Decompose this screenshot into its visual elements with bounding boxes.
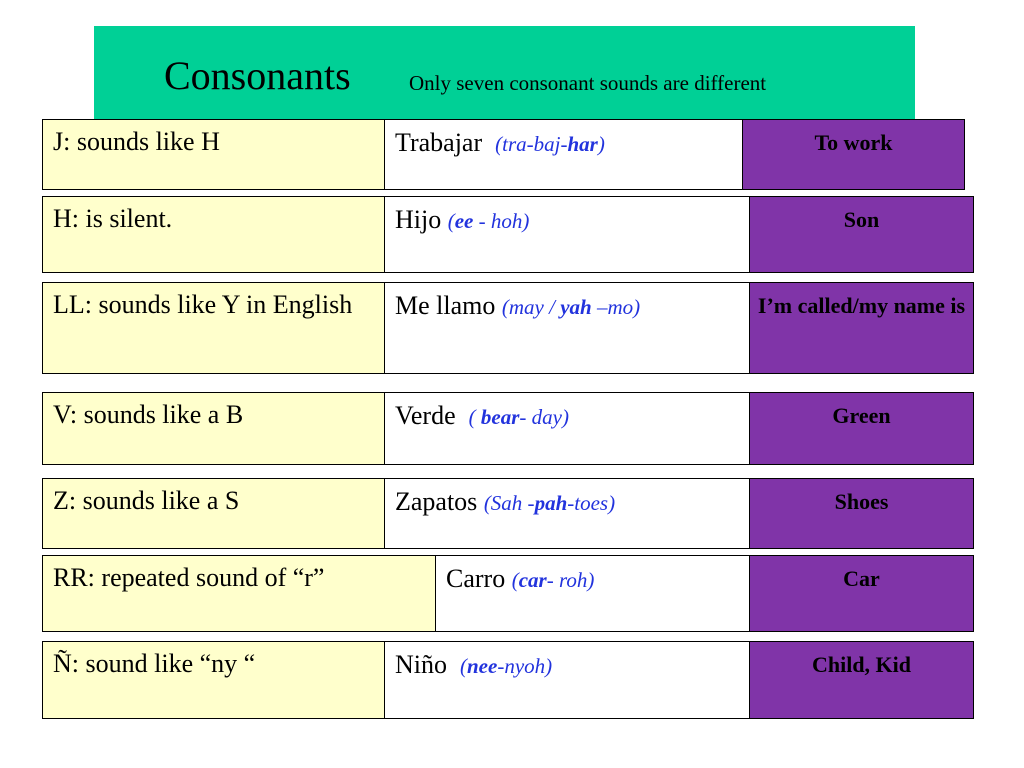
example-cell xyxy=(384,641,750,719)
pron-end: - hoh) xyxy=(473,209,530,233)
pron-start: ( xyxy=(460,654,467,678)
pron-stress: har xyxy=(567,132,598,156)
rule-cell xyxy=(42,282,385,374)
pronunciation xyxy=(495,132,605,156)
example-word: Trabajar xyxy=(395,128,483,157)
rule-text: V: sounds like a B xyxy=(53,400,244,429)
meaning-cell xyxy=(749,196,974,273)
meaning-cell xyxy=(742,119,965,190)
pronunciation xyxy=(469,405,569,429)
pron-end: ) xyxy=(597,132,605,156)
meaning-text: Car xyxy=(843,566,880,591)
rule-text: LL: sounds like Y in English xyxy=(53,290,353,319)
pron-end: -nyoh) xyxy=(497,654,553,678)
pronunciation xyxy=(502,295,640,319)
rule-text: Ñ: sound like “ny “ xyxy=(53,649,256,678)
rule-cell xyxy=(42,392,385,465)
pronunciation xyxy=(448,209,530,233)
pron-stress: pah xyxy=(534,491,568,515)
example-word: Hijo xyxy=(395,205,442,234)
rule-text: H: is silent. xyxy=(53,204,173,233)
example-word: Niño xyxy=(395,650,447,679)
example-cell xyxy=(384,478,750,549)
rule-cell xyxy=(42,641,385,719)
slide-title: Consonants xyxy=(164,53,351,98)
meaning-text: Shoes xyxy=(834,489,889,514)
rule-cell xyxy=(42,555,436,632)
pronunciation xyxy=(484,491,615,515)
pronunciation xyxy=(460,654,552,678)
meaning-text: To work xyxy=(814,130,893,155)
slide-subtitle: Only seven consonant sounds are different xyxy=(409,71,767,95)
example-cell xyxy=(384,196,750,273)
example-cell xyxy=(435,555,750,632)
meaning-text: Child, Kid xyxy=(811,652,912,677)
pron-start: (tra-baj- xyxy=(495,132,568,156)
pron-end: –mo) xyxy=(591,295,641,319)
pron-stress: bear xyxy=(480,405,520,429)
meaning-text: Green xyxy=(832,403,891,428)
example-word: Verde xyxy=(395,401,456,430)
example-cell xyxy=(384,282,750,374)
pron-start: ( xyxy=(511,568,519,592)
rule-cell xyxy=(42,196,385,273)
pron-start: (may / xyxy=(501,295,561,319)
pron-end: - roh) xyxy=(546,568,595,592)
pron-start: (Sah - xyxy=(483,491,535,515)
example-cell xyxy=(384,119,743,190)
meaning-cell xyxy=(749,641,974,719)
pron-stress: car xyxy=(518,568,547,592)
pron-start: ( xyxy=(468,405,481,429)
example-cell xyxy=(384,392,750,465)
example-word: Zapatos xyxy=(395,487,478,516)
rule-text: Z: sounds like a S xyxy=(53,486,240,515)
pron-end: - day) xyxy=(519,405,569,429)
meaning-cell xyxy=(749,478,974,549)
rule-cell xyxy=(42,119,385,190)
example-word: Carro xyxy=(446,564,506,593)
rule-cell xyxy=(42,478,385,549)
pronunciation xyxy=(512,568,595,592)
pron-start: ( xyxy=(447,209,455,233)
meaning-cell xyxy=(749,282,974,374)
rule-text: RR: repeated sound of “r” xyxy=(53,563,325,592)
meaning-text: Son xyxy=(843,207,880,232)
pron-stress: ee xyxy=(454,209,474,233)
pron-stress: yah xyxy=(560,295,592,319)
meaning-cell xyxy=(749,555,974,632)
example-word: Me llamo xyxy=(395,291,496,320)
meaning-cell xyxy=(749,392,974,465)
pron-end: -toes) xyxy=(567,491,616,515)
meaning-text: I’m called/my name is xyxy=(757,293,966,318)
rule-text: J: sounds like H xyxy=(53,127,220,156)
pron-stress: nee xyxy=(467,654,498,678)
